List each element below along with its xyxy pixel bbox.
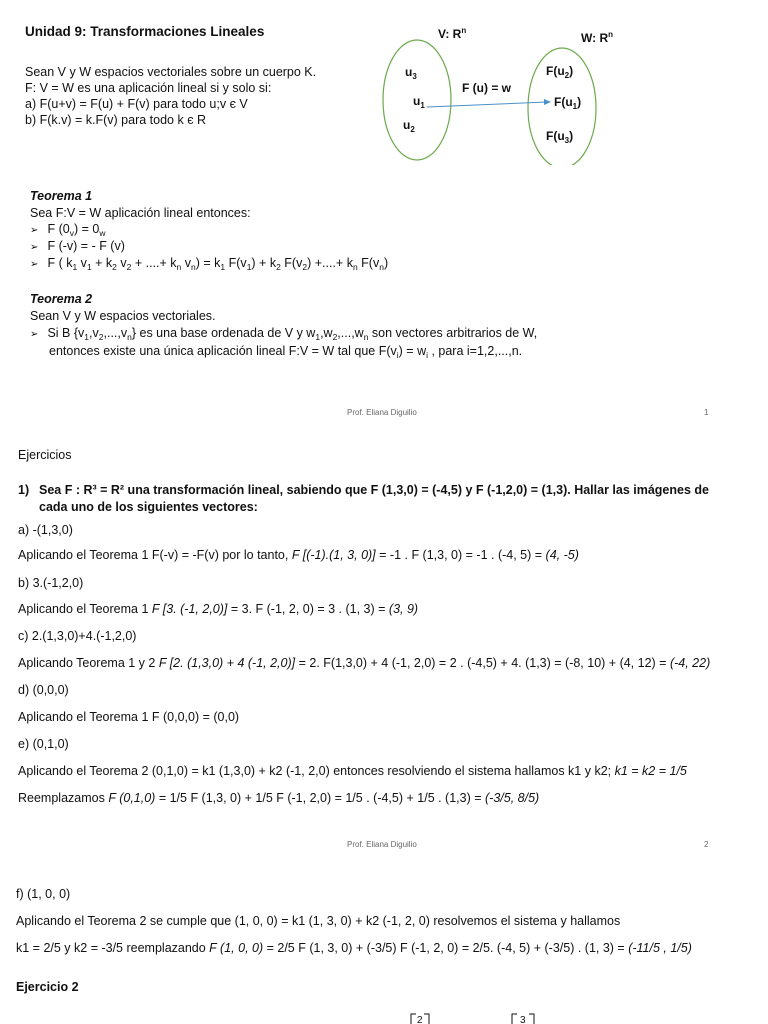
exercises-heading: Ejercicios — [18, 448, 72, 462]
item-f-solution: Aplicando el Teorema 2 se cumple que (1, 0, 0) = k1 (1, 3, 0) + k2 (-1, 2, 0) resolvemos el sistema y hallamos — [16, 914, 621, 928]
domain-element-u1: $u_1$ — [413, 94, 425, 110]
exercise-1-number: 1) — [18, 483, 30, 497]
theorem-1-item-3: ➢ F ( $k_1$ $v_1 + k_2$ $v_2$ + ....+ $k_n$ $v_n) = k_1$ $F(v_1) + k_2$ $F(v_2)$ +....+ $k_n$ $F(v_n)$ — [30, 256, 389, 272]
item-a-solution: Aplicando el Teorema 1 F(-v) = -F(v) por lo tanto, F [(-1).(1, 3, 0)] = -1 . F (1,3, 0) = -1 . (-4, 5) = (4, -5) — [18, 548, 579, 562]
domain-element-u3: $u_3$ — [405, 65, 417, 81]
item-e-label: e) (0,1,0) — [18, 737, 69, 751]
mapping-arrow-head — [544, 99, 551, 105]
matrix-a-top-entry: 2 — [417, 1015, 423, 1024]
bullet-arrow-icon: ➢ — [30, 225, 39, 236]
theorem-1-item-1: ➢ F $(0_v) = 0_w$ — [30, 222, 106, 238]
theorem-2-heading: Teorema 2 — [30, 292, 93, 306]
mapping-arrow — [427, 102, 547, 107]
codomain-element-fu1: $F(u_1)$ — [554, 95, 582, 111]
intro-line-1: Sean V y W espacios vectoriales sobre un cuerpo K. — [25, 65, 317, 79]
theorem-2-statement: Sean V y W espacios vectoriales. — [30, 309, 216, 323]
footer-page-number: 1 — [704, 408, 709, 417]
codomain-element-fu3: $F(u_3)$ — [546, 129, 574, 145]
footer-author: Prof. Eliana Diguilio — [347, 408, 417, 417]
matrix-bracket-a — [405, 1012, 435, 1024]
item-f-solution-cont: k1 = 2/5 y k2 = -3/5 reemplazando F (1, 0, 0) = 2/5 F (1, 3, 0) + (-3/5) F (-1, 2, 0) = 2/5. (-4, 5) + (-3/5) . (1, 3) = (-11/5 , 1/5) — [16, 941, 692, 955]
intro-line-3: a) F(u+v) = F(u) + F(v) para todo u;v є V — [25, 97, 248, 111]
item-c-solution: Aplicando Teorema 1 y 2 F [2. (1,3,0) + 4 (-1, 2,0)] = 2. F(1,3,0) + 4 (-1, 2,0) = 2 . (-4,5) + 4. (1,3) = (-8, 10) + (4, 12) = (-4, 22) — [18, 656, 711, 670]
domain-element-u2: $u_2$ — [403, 118, 415, 134]
codomain-label: W: $R^n$ — [581, 30, 613, 45]
theorem-1-heading: Teorema 1 — [30, 189, 93, 203]
item-f-label: f) (1, 0, 0) — [16, 887, 71, 901]
map-formula-label: F (u) = w — [462, 81, 511, 95]
theorem-1-item-2: ➢ F (-v) = - F (v) — [30, 239, 125, 253]
theorem-2-item-1: ➢ Si B $\{v_1,v_2,...,v_n\}$ es una base ordenada de V y $w_1,w_2,...,w_n$ son vectores arbitrarios de W, — [30, 326, 538, 342]
item-b-solution: Aplicando el Teorema 1 F [3. (-1, 2,0)] = 3. F (-1, 2, 0) = 3 . (1, 3) = (3, 9) — [18, 602, 419, 616]
mapping-diagram — [380, 20, 640, 165]
exercise-1-statement: Sea F : R³ = R² una transformación lineal, sabiendo que F (1,3,0) = (-4,5) y F (-1,2,0) = (1,3). Hallar las imágenes de — [39, 483, 709, 497]
item-c-label: c) 2.(1,3,0)+4.(-1,2,0) — [18, 629, 137, 643]
footer-author-2: Prof. Eliana Diguilio — [347, 840, 417, 849]
theorem-2-item-1-cont: entonces existe una única aplicación lineal F:V = W tal que $F(v_i) = w_i$ , para i=1,2,...,n. — [49, 344, 523, 360]
footer-page-number-2: 2 — [704, 840, 709, 849]
item-e-solution-cont: Reemplazamos F (0,1,0) = 1/5 F (1,3, 0) + 1/5 F (-1, 2,0) = 1/5 . (-4,5) + 1/5 . (1,3) = (-3/5, 8/5) — [18, 791, 540, 805]
matrix-b-top-entry: 3 — [520, 1015, 526, 1024]
item-d-solution: Aplicando el Teorema 1 F (0,0,0) = (0,0) — [18, 710, 240, 724]
intro-line-2: F: V = W es una aplicación lineal si y solo si: — [25, 81, 272, 95]
exercise-2-heading: Ejercicio 2 — [16, 980, 79, 994]
codomain-element-fu2: $F(u_2)$ — [546, 64, 574, 80]
bullet-arrow-icon: ➢ — [30, 329, 39, 340]
domain-label: V: $R^n$ — [438, 26, 467, 41]
intro-line-4: b) F(k.v) = k.F(v) para todo k є R — [25, 113, 207, 127]
item-d-label: d) (0,0,0) — [18, 683, 69, 697]
theorem-1-statement: Sea F:V = W aplicación lineal entonces: — [30, 206, 251, 220]
item-e-solution: Aplicando el Teorema 2 (0,1,0) = k1 (1,3,0) + k2 (-1, 2,0) entonces resolviendo el sistema hallamos k1 y k2; k1 = k2 = 1/5 — [18, 764, 687, 778]
matrix-bracket-b — [506, 1012, 540, 1024]
exercise-1-statement-cont: cada uno de los siguientes vectores: — [39, 500, 258, 514]
page-title: Unidad 9: Transformaciones Lineales — [25, 24, 265, 39]
bullet-arrow-icon: ➢ — [30, 242, 39, 253]
item-b-label: b) 3.(-1,2,0) — [18, 576, 84, 590]
item-a-label: a) -(1,3,0) — [18, 523, 73, 537]
bullet-arrow-icon: ➢ — [30, 259, 39, 270]
